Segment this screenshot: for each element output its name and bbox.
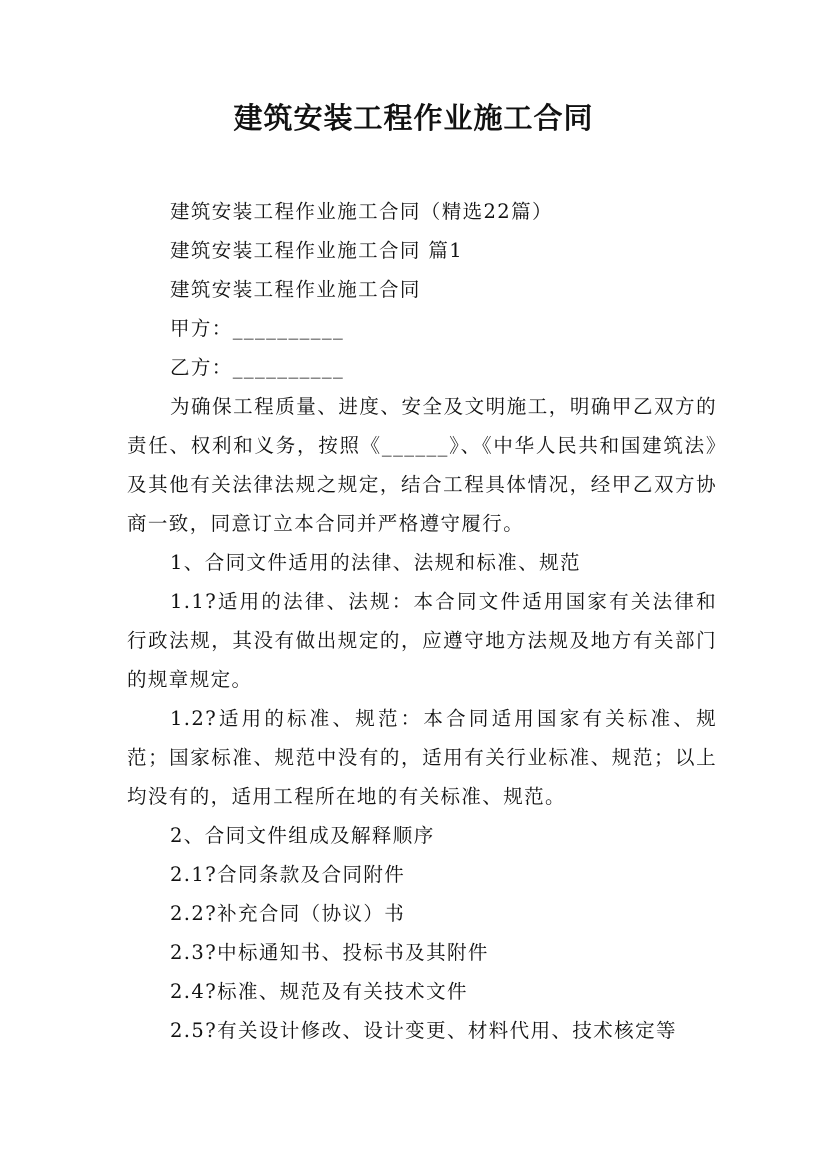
section-1-heading: 1、合同文件适用的法律、法规和标准、规范 [170, 551, 581, 574]
contract-section-heading: 建筑安装工程作业施工合同 篇1 [170, 239, 464, 262]
contract-collection-title: 建筑安装工程作业施工合同（精选22篇） [170, 200, 553, 223]
party-b-line: 乙方：__________ [170, 356, 345, 379]
document-title: 建筑安装工程作业施工合同 [233, 101, 594, 135]
clause-2-2: 2.2?补充合同（协议）书 [170, 902, 406, 925]
contract-name: 建筑安装工程作业施工合同 [170, 278, 421, 301]
clause-1-1: 1.1?适用的法律、法规：本合同文件适用国家有关法律和行政法规，其没有做出规定的，应遵守地方法规及地方有关部门的规章规定。 [127, 590, 717, 691]
clause-2-1: 2.1?合同条款及合同附件 [170, 863, 406, 886]
clause-2-4: 2.4?标准、规范及有关技术文件 [170, 980, 468, 1003]
party-a-line: 甲方：__________ [170, 317, 345, 340]
clause-2-5: 2.5?有关设计修改、设计变更、材料代用、技术核定等 [170, 1019, 677, 1042]
intro-paragraph: 为确保工程质量、进度、安全及文明施工，明确甲乙双方的责任、权利和义务，按照《______》、《中华人民共和国建筑法》及其他有关法律法规之规定，结合工程具体情况，经甲乙双方协商一致，同意订立本合同并严格遵守履行。 [127, 395, 717, 535]
clause-1-2: 1.2?适用的标准、规范：本合同适用国家有关标准、规范；国家标准、规范中没有的，适用有关行业标准、规范；以上均没有的，适用工程所在地的有关标准、规范。 [127, 707, 717, 808]
section-2-heading: 2、合同文件组成及解释顺序 [170, 824, 435, 847]
clause-2-3: 2.3?中标通知书、投标书及其附件 [170, 941, 489, 964]
document-body [127, 192, 717, 1050]
